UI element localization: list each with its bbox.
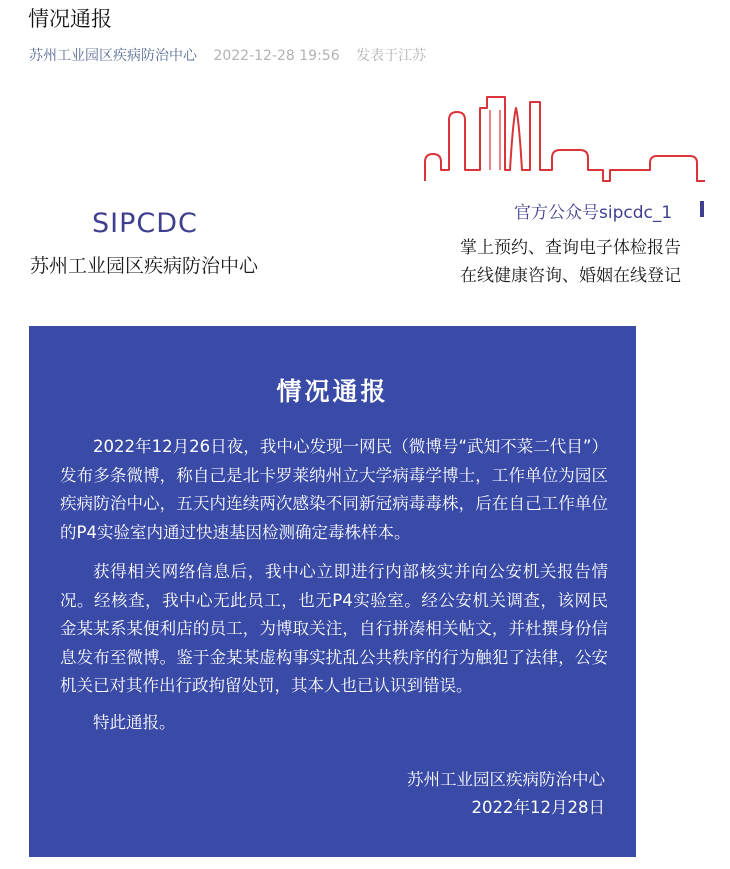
article-title: 情况通报 [28, 7, 112, 31]
author-link[interactable]: 苏州工业园区疾病防治中心 [29, 48, 197, 64]
signature-organization: 苏州工业园区疾病防治中心 [407, 770, 605, 789]
brand-logo-text: SIPCDC [92, 208, 198, 239]
notice-heading: 情况通报 [276, 377, 389, 406]
notice-paragraph-2: 获得相关网络信息后，我中心立即进行内部核实并向公安机关报告情况。经核查，我中心无此员工，也无P4实验室。经公安机关调查，该网民金某某系某便利店的员工，为博取关注，自行拼凑相关帖文，并杜撰身份信息发布至微博。鉴于金某某虚构事实扰乱公共秩序的行为触犯了法律，公安机关已对其作出行政拘留处罚，其本人也已认识到错误。 [60, 562, 608, 696]
brand-name-cn: 苏州工业园区疾病防治中心 [30, 255, 259, 277]
promo-line-1: 掌上预约、查询电子体检报告 [460, 238, 681, 258]
notice-paragraph-1: 2022年12月26日夜，我中心发现一网民（微博号“武知不菜二代目”）发布多条微博，称自己是北卡罗莱纳州立大学病毒学博士，工作单位为园区疾病防治中心，五天内连续两次感染不同新冠病毒毒株，后在自己工作单位的P4实验室内通过快速基因检测确定毒株样本。 [60, 437, 608, 542]
header-banner-image [0, 80, 730, 310]
publish-location: 发表于江苏 [356, 48, 427, 64]
publish-time: 2022-12-28 19:56 [213, 48, 340, 64]
notice-paragraph-3: 特此通报。 [93, 713, 176, 732]
promo-line-2: 在线健康咨询、婚姻在线登记 [460, 266, 681, 286]
notice-panel [29, 326, 636, 857]
official-account-label: 官方公众号sipcdc_1 [514, 203, 673, 223]
article-meta [29, 46, 426, 66]
signature-date: 2022年12月28日 [471, 798, 605, 817]
